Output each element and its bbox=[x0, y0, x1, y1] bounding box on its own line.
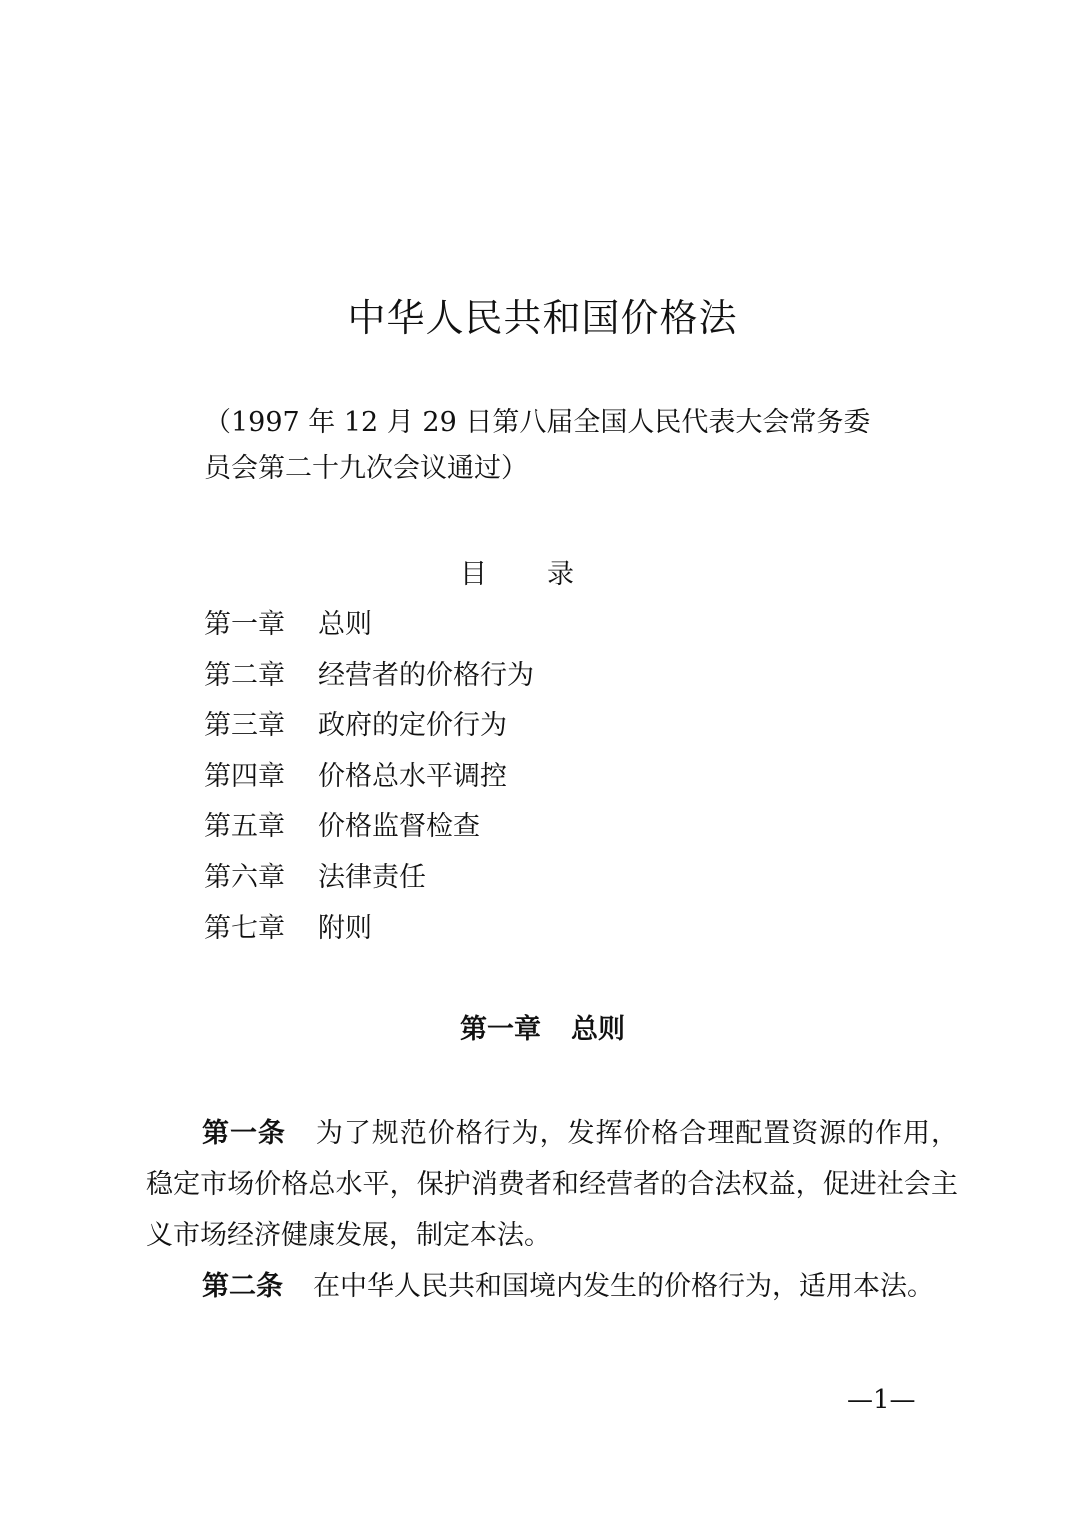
article-label: 第二条 bbox=[202, 1271, 283, 1302]
toc-heading-right: 录 bbox=[547, 559, 574, 590]
toc-chapter-number: 第五章 bbox=[204, 811, 285, 843]
toc-chapter-title: 总则 bbox=[318, 609, 372, 640]
toc-chapter-title: 价格总水平调控 bbox=[318, 760, 507, 792]
articles bbox=[146, 1108, 958, 1312]
adoption-note bbox=[204, 400, 904, 492]
document-title: 中华人民共和国价格法 bbox=[347, 296, 738, 340]
toc-chapter-number: 第二章 bbox=[204, 659, 285, 691]
toc-chapter-title: 法律责任 bbox=[318, 861, 426, 893]
chapter-heading bbox=[0, 1008, 1069, 1052]
adoption-note-line-2: 员会第二十九次会议通过） bbox=[204, 453, 528, 484]
toc-chapter-title: 价格监督检查 bbox=[318, 811, 480, 843]
article-2 bbox=[146, 1261, 958, 1312]
toc-chapter-number: 第一章 bbox=[204, 609, 285, 640]
toc-chapter-title: 经营者的价格行为 bbox=[318, 659, 534, 691]
toc-item-chapter-3 bbox=[204, 701, 534, 752]
article-text: 在中华人民共和国境内发生的价格行为，适用本法。 bbox=[313, 1271, 934, 1302]
chapter-number: 第一章 bbox=[460, 1014, 541, 1045]
toc-item-chapter-7 bbox=[204, 904, 534, 955]
toc-item-chapter-4 bbox=[204, 752, 534, 803]
article-1 bbox=[146, 1108, 958, 1261]
toc-item-chapter-1 bbox=[204, 600, 534, 651]
article-text: 为了规范价格行为，发挥价格合理配置资源的作用，稳定市场价格总水平，保护消费者和经营者的合法权益，促进社会主义市场经济健康发展，制定本法。 bbox=[146, 1118, 959, 1251]
article-label: 第一条 bbox=[202, 1118, 286, 1149]
toc-chapter-title: 附则 bbox=[318, 912, 372, 944]
adoption-note-line-1: （1997 年 12 月 29 日第八届全国人民代表大会常务委 bbox=[204, 407, 871, 438]
toc-chapter-number: 第三章 bbox=[204, 710, 285, 742]
toc-chapter-number: 第七章 bbox=[204, 912, 285, 944]
toc-chapter-number: 第六章 bbox=[204, 861, 285, 893]
toc-item-chapter-6 bbox=[204, 853, 534, 904]
toc-chapter-title: 政府的定价行为 bbox=[318, 710, 507, 742]
toc-item-chapter-5 bbox=[204, 802, 534, 853]
page-number: —1— bbox=[847, 1385, 916, 1415]
chapter-title: 总则 bbox=[571, 1014, 625, 1045]
table-of-contents bbox=[204, 600, 534, 954]
toc-chapter-number: 第四章 bbox=[204, 760, 285, 792]
toc-item-chapter-2 bbox=[204, 651, 534, 702]
toc-heading-left: 目 bbox=[460, 559, 487, 590]
toc-heading bbox=[460, 555, 574, 595]
